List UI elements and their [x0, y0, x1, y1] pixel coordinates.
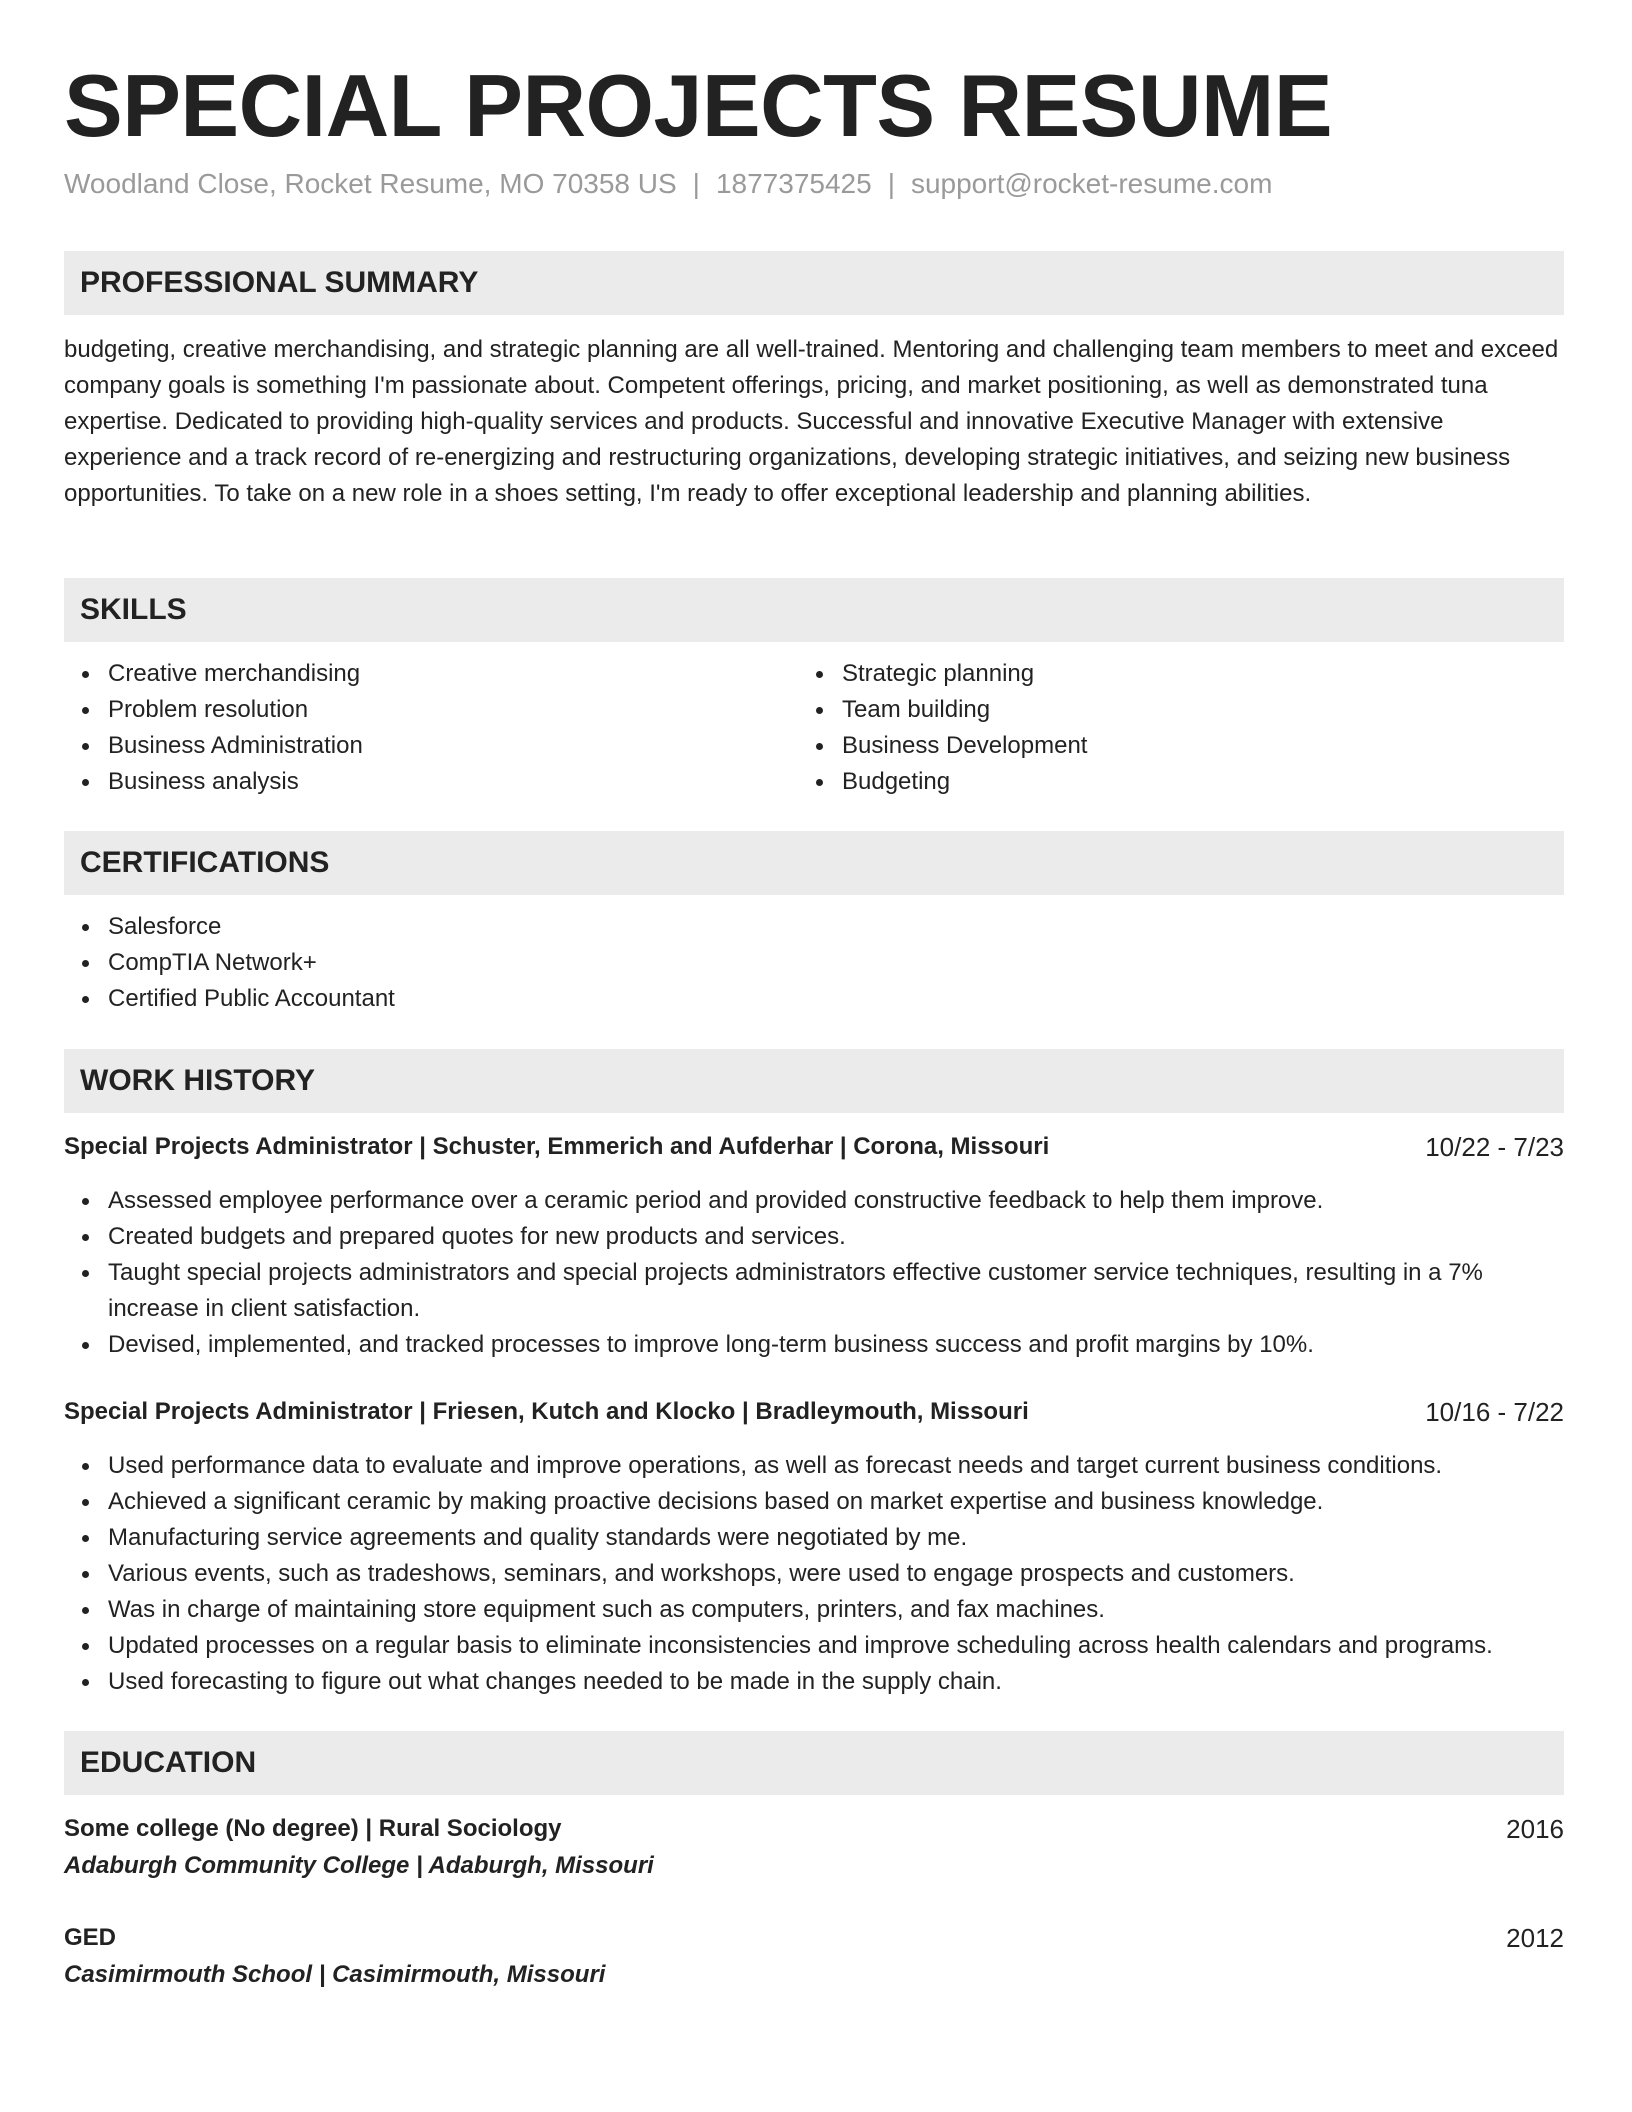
skill-item: Team building: [842, 692, 1542, 728]
job-bullet: Created budgets and prepared quotes for new products and services.: [108, 1219, 1564, 1255]
job-title: Special Projects Administrator | Schuster, Emmerich and Aufderhar | Corona, Missouri: [64, 1133, 1050, 1160]
job-bullet: Devised, implemented, and tracked processes to improve long-term business success and profit margins by 10%.: [108, 1327, 1564, 1363]
skill-item: Business Development: [842, 728, 1542, 764]
skills-list-right: [798, 656, 1542, 800]
job-bullet: Updated processes on a regular basis to eliminate inconsistencies and improve scheduling across health calendars and programs.: [108, 1628, 1564, 1664]
education-school: Casimirmouth School | Casimirmouth, Missouri: [64, 1961, 606, 1988]
education-heading: EDUCATION: [64, 1731, 1564, 1795]
summary-heading: PROFESSIONAL SUMMARY: [64, 251, 1564, 315]
job-bullet: Various events, such as tradeshows, seminars, and workshops, were used to engage prospects and customers.: [108, 1556, 1564, 1592]
job-bullet: Manufacturing service agreements and quality standards were negotiated by me.: [108, 1520, 1564, 1556]
contact-phone: 1877375425: [715, 168, 872, 199]
skill-item: Budgeting: [842, 764, 1542, 800]
job-bullet: Used forecasting to figure out what changes needed to be made in the supply chain.: [108, 1664, 1564, 1700]
education-year: 2012: [1506, 1923, 1564, 1953]
job-bullets: [64, 1183, 1564, 1363]
contact-email[interactable]: support@rocket-resume.com: [910, 168, 1273, 199]
job-bullet: Taught special projects administrators and special projects administrators effective customer service techniques, resulting in a 7% increase in client satisfaction.: [108, 1255, 1564, 1327]
job-bullet: Was in charge of maintaining store equipment such as computers, printers, and fax machines.: [108, 1592, 1564, 1628]
education-school: Adaburgh Community College | Adaburgh, Missouri: [64, 1852, 654, 1879]
job-dates: 10/22 - 7/23: [1425, 1132, 1564, 1162]
job-bullet: Achieved a significant ceramic by making proactive decisions based on market expertise and business knowledge.: [108, 1484, 1564, 1520]
education-degree: Some college (No degree) | Rural Sociology: [64, 1815, 562, 1842]
work-history-heading: WORK HISTORY: [64, 1049, 1564, 1113]
skill-item: Problem resolution: [108, 692, 788, 728]
education-year: 2016: [1506, 1814, 1564, 1844]
job-bullet: Assessed employee performance over a ceramic period and provided constructive feedback to help them improve.: [108, 1183, 1564, 1219]
skills-heading: SKILLS: [64, 578, 1564, 642]
certifications-list: [64, 909, 1508, 1017]
skill-item: Business Administration: [108, 728, 788, 764]
skill-item: Business analysis: [108, 764, 788, 800]
job-dates: 10/16 - 7/22: [1425, 1397, 1564, 1427]
skill-item: Creative merchandising: [108, 656, 788, 692]
certifications-heading: CERTIFICATIONS: [64, 831, 1564, 895]
job-bullets: [64, 1448, 1564, 1700]
certification-item: Salesforce: [108, 909, 1508, 945]
job-bullet: Used performance data to evaluate and improve operations, as well as forecast needs and target current business conditions.: [108, 1448, 1564, 1484]
skills-list-left: [64, 656, 788, 800]
certification-item: Certified Public Accountant: [108, 981, 1508, 1017]
education-degree: GED: [64, 1924, 117, 1951]
resume-title: SPECIAL PROJECTS RESUME: [64, 56, 1333, 155]
skill-item: Strategic planning: [842, 656, 1542, 692]
contact-line: [64, 166, 1272, 202]
contact-address: Woodland Close, Rocket Resume, MO 70358 US: [64, 168, 677, 199]
job-title: Special Projects Administrator | Friesen, Kutch and Klocko | Bradleymouth, Missouri: [64, 1398, 1029, 1425]
contact-separator: |: [887, 168, 895, 199]
contact-separator: |: [692, 168, 700, 199]
certification-item: CompTIA Network+: [108, 945, 1508, 981]
summary-text: budgeting, creative merchandising, and strategic planning are all well-trained. Mentoring and challenging team members to meet and exceed company goals is something I'm passionate about. Competent offerings, pricing, and market positioning, as well as demonstrated tuna expertise. Dedicated to providing high-quality services and products. Successful and innovative Executive Manager with extensive experience and a track record of re-energizing and restructuring organizations, developing strategic initiatives, and seizing new business opportunities. To take on a new role in a shoes setting, I'm ready to offer exceptional leadership and planning abilities.: [64, 336, 1559, 507]
